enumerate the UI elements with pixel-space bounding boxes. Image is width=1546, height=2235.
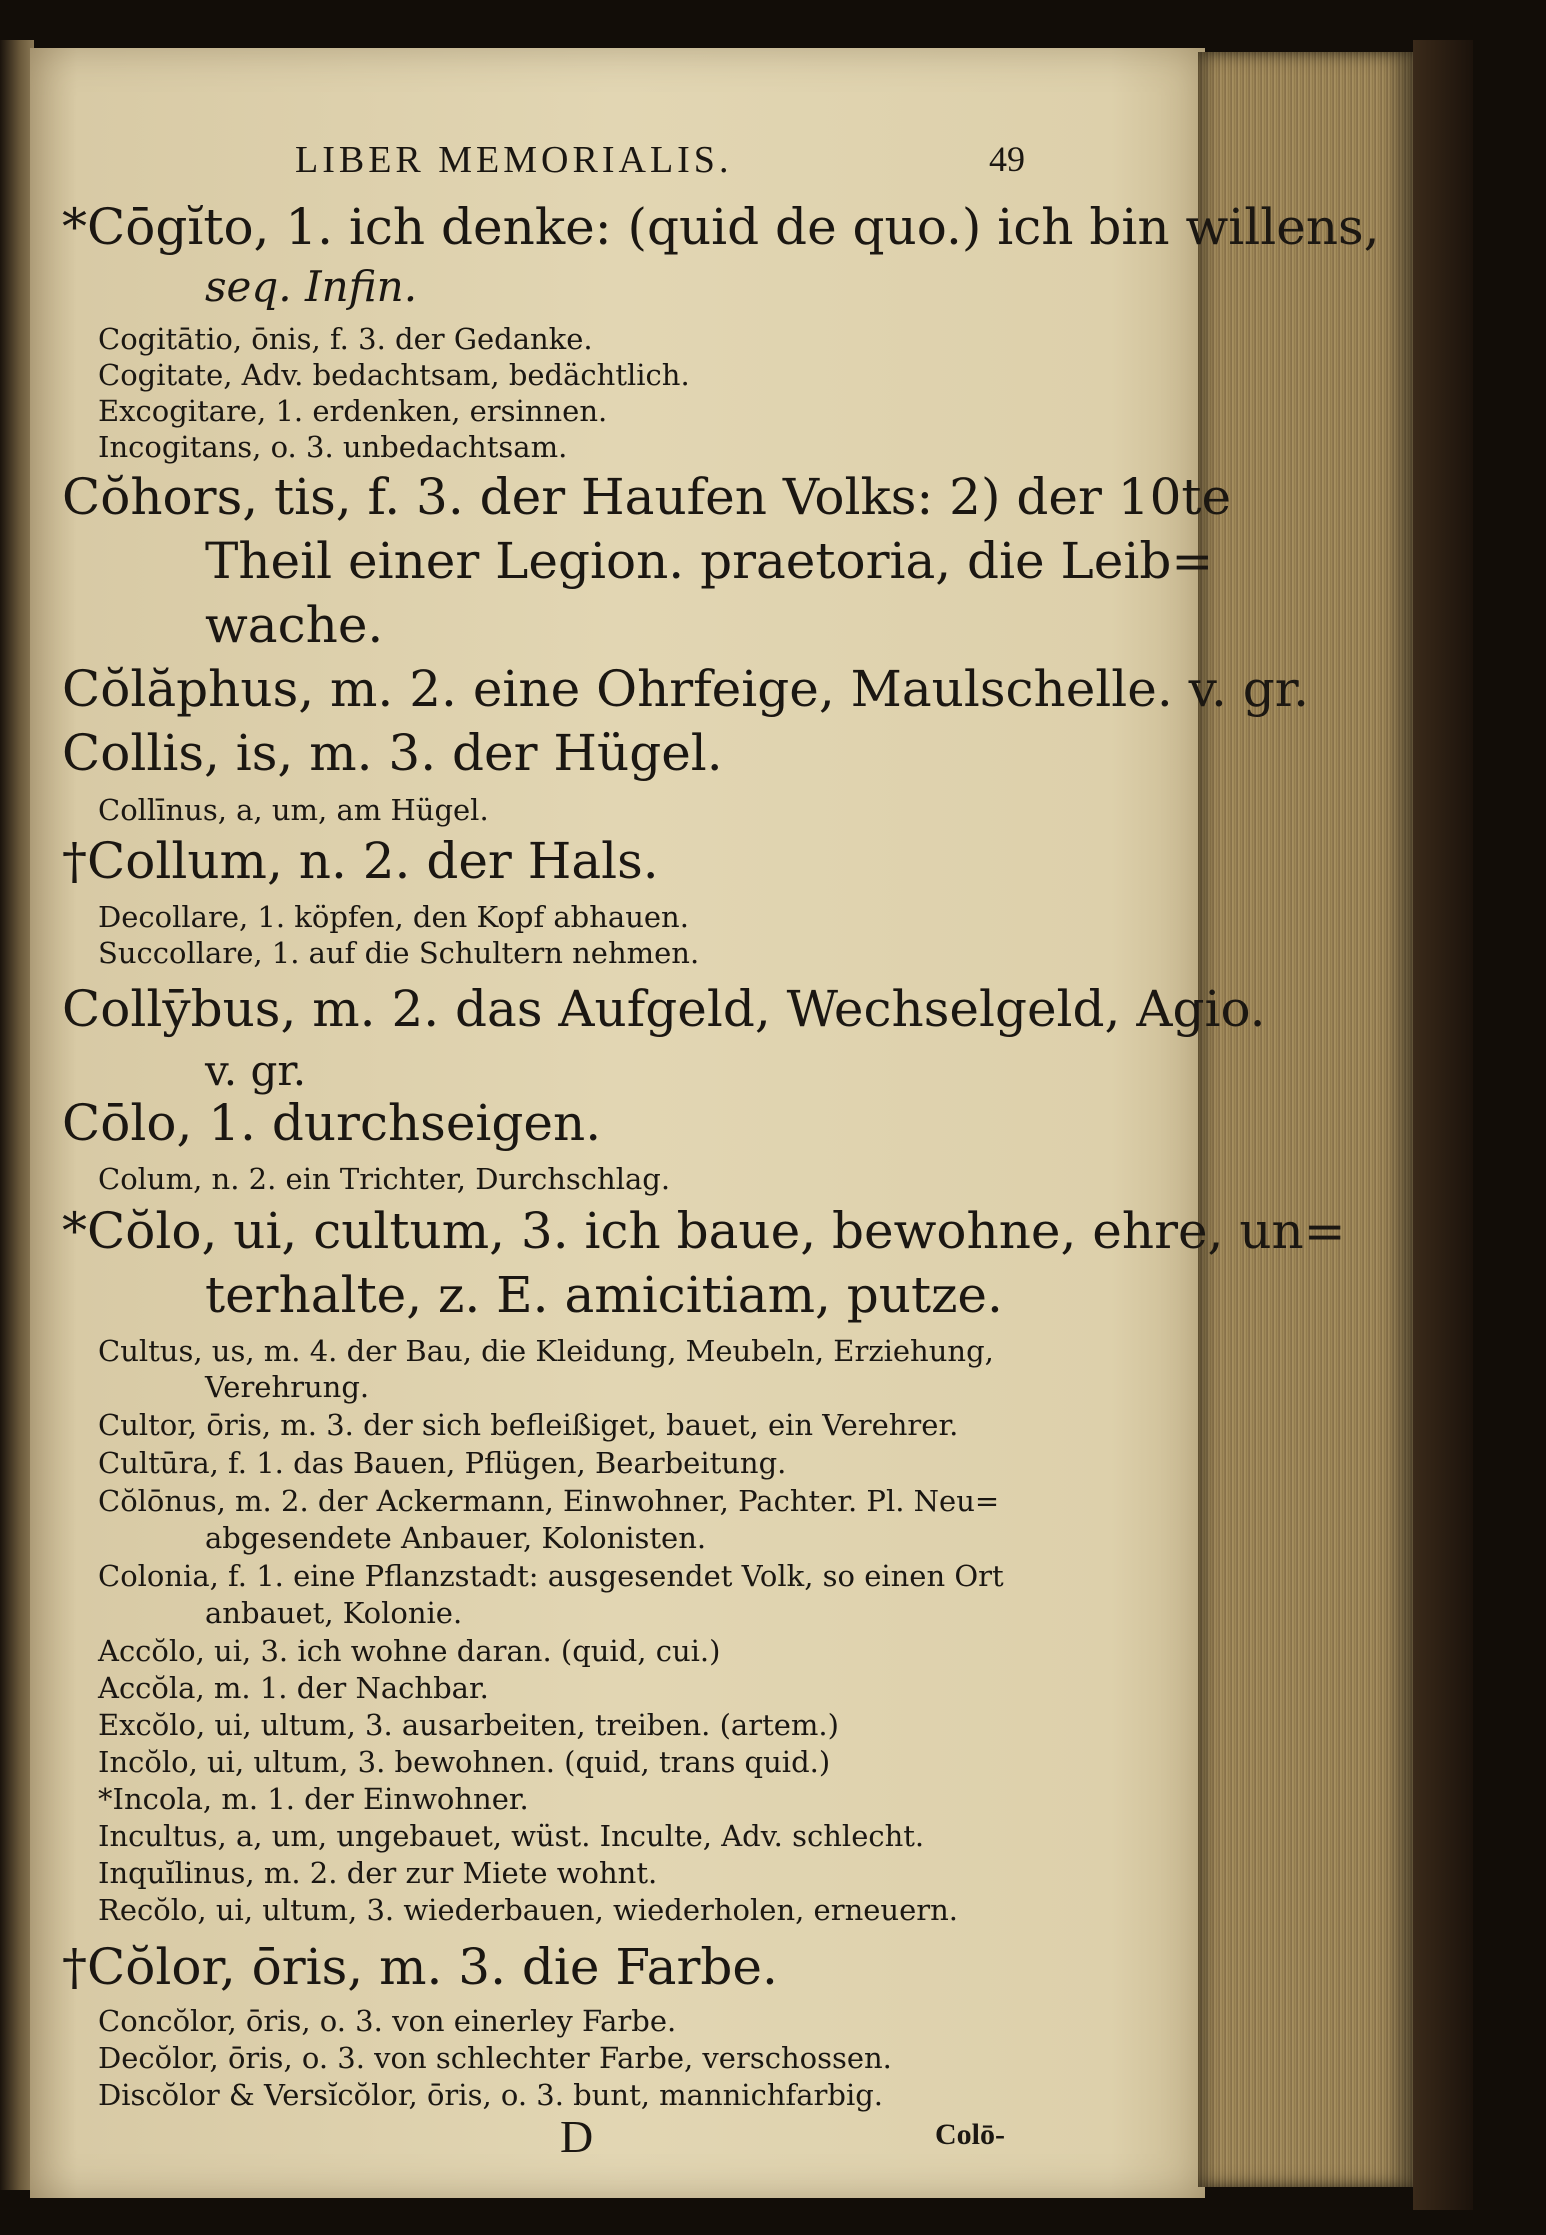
entry-line: seq. Infin. <box>205 262 418 311</box>
sub-entry: Colonia, f. 1. eine Pflanzstadt: ausgesendet Volk, so einen Ort <box>98 1559 1004 1593</box>
sub-entry: Recŏlo, ui, ultum, 3. wiederbauen, wiederholen, erneuern. <box>98 1893 959 1927</box>
entry-headword: †Cŏlor, ōris, m. 3. die Farbe. <box>62 1938 778 1996</box>
entry-headword: *Cŏlo, ui, cultum, 3. ich baue, bewohne, ehre, un= <box>62 1202 1346 1260</box>
sub-entry: Incultus, a, um, ungebauet, wüst. Inculte, Adv. schlecht. <box>98 1819 925 1853</box>
sub-entry: Cultor, ōris, m. 3. der sich befleißiget, bauet, ein Verehrer. <box>98 1408 959 1442</box>
header-title: LIBER MEMORIALIS. <box>295 139 733 181</box>
sub-entry: anbauet, Kolonie. <box>205 1596 463 1630</box>
sub-entry: Inquĭlinus, m. 2. der zur Miete wohnt. <box>98 1856 658 1890</box>
sub-entry: Colum, n. 2. ein Trichter, Durchschlag. <box>98 1162 671 1196</box>
entry-line: v. gr. <box>205 1046 307 1095</box>
signature-mark: D <box>560 2111 594 2162</box>
sub-entry: Verehrung. <box>205 1370 370 1404</box>
left-page-edge <box>0 40 34 2190</box>
sub-entry: Cultūra, f. 1. das Bauen, Pflügen, Bearbeitung. <box>98 1446 787 1480</box>
sub-entry: Discŏlor & Versĭcŏlor, ōris, o. 3. bunt, mannichfarbig. <box>98 2078 884 2112</box>
sub-entry: Excŏlo, ui, ultum, 3. ausarbeiten, treiben. (artem.) <box>98 1708 839 1742</box>
sub-entry: Cogitātio, ōnis, f. 3. der Gedanke. <box>98 322 593 356</box>
entry-headword: Cōlo, 1. durchseigen. <box>62 1094 602 1152</box>
catchword: Colō- <box>935 2118 1005 2151</box>
entry-headword: Cŏlăphus, m. 2. eine Ohrfeige, Maulschelle. v. gr. <box>62 660 1310 718</box>
sub-entry: Collīnus, a, um, am Hügel. <box>98 793 489 827</box>
sub-entry: Concŏlor, ōris, o. 3. von einerley Farbe. <box>98 2004 677 2038</box>
sub-entry: *Incola, m. 1. der Einwohner. <box>98 1782 529 1816</box>
sub-entry: Incŏlo, ui, ultum, 3. bewohnen. (quid, trans quid.) <box>98 1745 831 1779</box>
entry-headword: Cŏhors, tis, f. 3. der Haufen Volks: 2) der 10te <box>62 468 1232 526</box>
page-edges-stack <box>1198 52 1413 2187</box>
entry-line: Theil einer Legion. praetoria, die Leib= <box>205 532 1214 590</box>
page-number: 49 <box>989 139 1025 179</box>
sub-entry: Accŏla, m. 1. der Nachbar. <box>98 1671 489 1705</box>
sub-entry: Accŏlo, ui, 3. ich wohne daran. (quid, cui.) <box>98 1634 721 1668</box>
sub-entry: abgesendete Anbauer, Kolonisten. <box>205 1521 707 1555</box>
entry-line: wache. <box>205 596 384 654</box>
sub-entry: Excogitare, 1. erdenken, ersinnen. <box>98 394 608 428</box>
entry-line: terhalte, z. E. amicitiam, putze. <box>205 1266 1003 1324</box>
entry-headword: Collis, is, m. 3. der Hügel. <box>62 724 723 782</box>
sub-entry: Decollare, 1. köpfen, den Kopf abhauen. <box>98 900 689 934</box>
entry-headword: †Collum, n. 2. der Hals. <box>62 832 659 890</box>
entry-headword: *Cōgĭto, 1. ich denke: (quid de quo.) ich bin willens, <box>62 198 1380 256</box>
sub-entry: Cogitate, Adv. bedachtsam, bedächtlich. <box>98 358 690 392</box>
entry-headword: Collȳbus, m. 2. das Aufgeld, Wechselgeld, Agio. <box>62 980 1266 1038</box>
sub-entry: Cŏlōnus, m. 2. der Ackermann, Einwohner, Pachter. Pl. Neu= <box>98 1484 1000 1518</box>
sub-entry: Incogitans, o. 3. unbedachtsam. <box>98 430 568 464</box>
sub-entry: Succollare, 1. auf die Schultern nehmen. <box>98 936 700 970</box>
sub-entry: Cultus, us, m. 4. der Bau, die Kleidung, Meubeln, Erziehung, <box>98 1334 994 1368</box>
running-header <box>295 138 1025 188</box>
sub-entry: Decŏlor, ōris, o. 3. von schlechter Farbe, verschossen. <box>98 2041 892 2075</box>
book-cover <box>1413 40 1473 2210</box>
